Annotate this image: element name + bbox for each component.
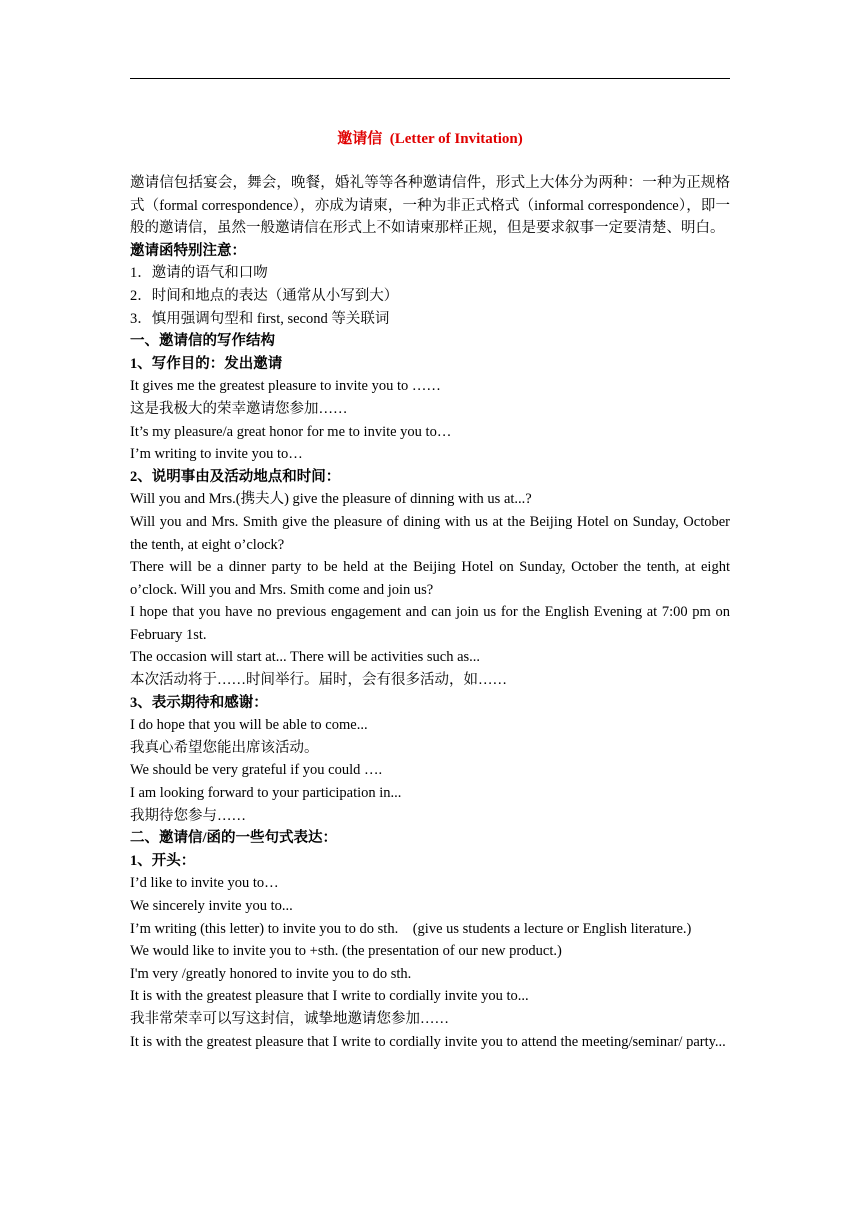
text-line: I do hope that you will be able to come... xyxy=(130,717,368,734)
text-line: There will be a dinner party to be held at the Beijing Hotel on Sunday, October the tenth, at eight o’clock. Will you and Mrs. Smith come and join us? xyxy=(130,559,730,598)
intro-paragraph: 邀请信包括宴会，舞会，晚餐，婚礼等等各种邀请信件，形式上大体分为两种：一种为正规格式（formal correspondence），亦成为请柬，一种为非正式格式（informal correspondence），即一般的邀请信，虽然一般邀请信在形式上不如请柬那样正规，但是要求叙事一定要清楚、明白。 xyxy=(130,175,730,237)
text-line: 本次活动将于……时间举行。届时，会有很多活动，如…… xyxy=(130,672,507,689)
subsection-heading-purpose: 1、写作目的：发出邀请 xyxy=(130,355,283,372)
text-line: It is with the greatest pleasure that I write to cordially invite you to attend the meeting/seminar/ party... xyxy=(130,1033,726,1050)
subsection-heading-details: 2、说明事由及活动地点和时间： xyxy=(130,468,341,485)
text-line: 我期待您参与…… xyxy=(130,807,246,824)
text-line: 这是我极大的荣幸邀请您参加…… xyxy=(130,400,348,417)
text-line: We should be very grateful if you could …. xyxy=(130,762,383,779)
text-line: Will you and Mrs. Smith give the pleasure of dining with us at the Beijing Hotel on Sunday, October the tenth, at eight o’clock? xyxy=(130,513,730,553)
notes-heading: 邀请函特别注意： xyxy=(130,242,246,259)
notes-item: 2．时间和地点的表达（通常从小写到大） xyxy=(130,287,399,304)
document-title: 邀请信 (Letter of Invitation) xyxy=(337,131,523,147)
notes-item: 3．慎用强调句型和 first, second 等关联词 xyxy=(130,310,390,327)
text-line: The occasion will start at... There will be activities such as... xyxy=(130,649,481,666)
text-line: We would like to invite you to +sth. (the presentation of our new product.) xyxy=(130,943,562,960)
text-line: I’m writing (this letter) to invite you to do sth. (give us students a lecture or English literature.) xyxy=(130,920,692,937)
text-line: I hope that you have no previous engagement and can join us for the English Evening at 7:00 pm on February 1st. xyxy=(130,604,730,643)
text-line: I am looking forward to your participation in... xyxy=(130,785,402,802)
text-line: We sincerely invite you to... xyxy=(130,898,293,914)
text-line: It’s my pleasure/a great honor for me to invite you to… xyxy=(130,423,452,440)
notes-item: 1．邀请的语气和口吻 xyxy=(130,265,268,282)
text-line: Will you and Mrs.(携夫人) give the pleasure of dinning with us at...? xyxy=(130,491,532,508)
header-rule xyxy=(130,78,730,79)
text-line: I’m writing to invite you to… xyxy=(130,446,303,463)
subsection-heading-thanks: 3、表示期待和感谢： xyxy=(130,694,268,711)
section-heading-structure: 一、邀请信的写作结构 xyxy=(130,333,275,350)
text-line: It is with the greatest pleasure that I write to cordially invite you to... xyxy=(130,988,529,1005)
section-heading-expressions: 二、邀请信/函的一些句式表达： xyxy=(130,830,338,847)
text-line: I’d like to invite you to… xyxy=(130,875,279,892)
subsection-heading-opening: 1、开头： xyxy=(130,852,196,869)
text-line: 我非常荣幸可以写这封信，诚挚地邀请您参加…… xyxy=(130,1010,449,1027)
text-line: It gives me the greatest pleasure to invite you to …… xyxy=(130,378,441,395)
text-line: 我真心希望您能出席该活动。 xyxy=(130,739,319,756)
text-line: I'm very /greatly honored to invite you to do sth. xyxy=(130,965,412,982)
document-body xyxy=(130,172,730,1053)
